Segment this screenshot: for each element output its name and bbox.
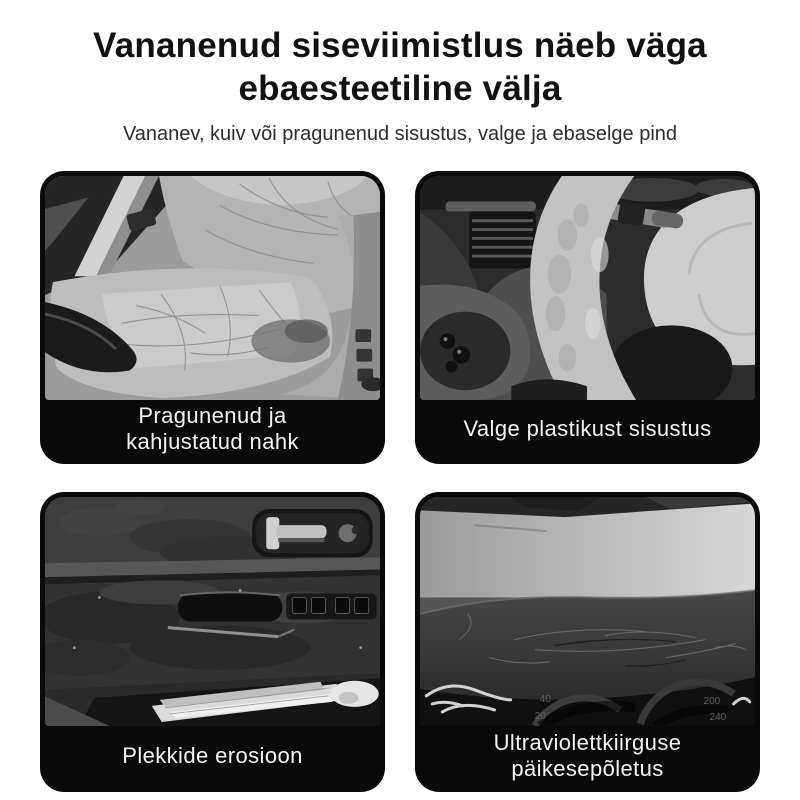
caption-text: Ultraviolettkiirguse päikesepõletus [493,730,682,781]
gauge-label-40: 40 [539,693,551,705]
photo-frame [45,497,380,726]
stain-eroded-door-panel-photo [45,497,380,726]
photo-frame [420,176,755,400]
photo-frame [420,497,755,726]
page-subtitle: Vananev, kuiv või pragunenud sisustus, valge ja ebaselge pind [122,122,678,145]
caption-text: Pragunenud ja kahjustatud nahk [126,403,299,454]
card-caption [415,400,760,464]
page-title-line1: Vananenud siseviimistlus näeb väga [93,26,707,65]
gauge-label-20: 20 [534,710,546,722]
photo-frame [45,176,380,400]
card-caption [40,726,385,792]
page-title-line2: ebaesteetiline välja [238,69,562,109]
card-caption [40,400,385,464]
cards-grid [0,171,800,792]
card-cracked-leather [40,171,385,464]
card-stain-erosion [40,492,385,792]
white-plastic-steering-wheel-photo [420,176,755,400]
page-header [0,0,800,146]
caption-text: Valge plastikust sisustus [463,416,712,442]
gauge-label-200: 200 [703,695,721,707]
gauge-label-240: 240 [709,711,727,723]
uv-sunburned-dashboard-photo [420,497,755,726]
card-white-plastic [415,171,760,464]
page-title [50,24,750,111]
card-uv-sunburn [415,492,760,792]
cracked-leather-seat-photo [45,176,380,400]
card-caption [415,726,760,792]
caption-text: Plekkide erosioon [122,743,303,769]
